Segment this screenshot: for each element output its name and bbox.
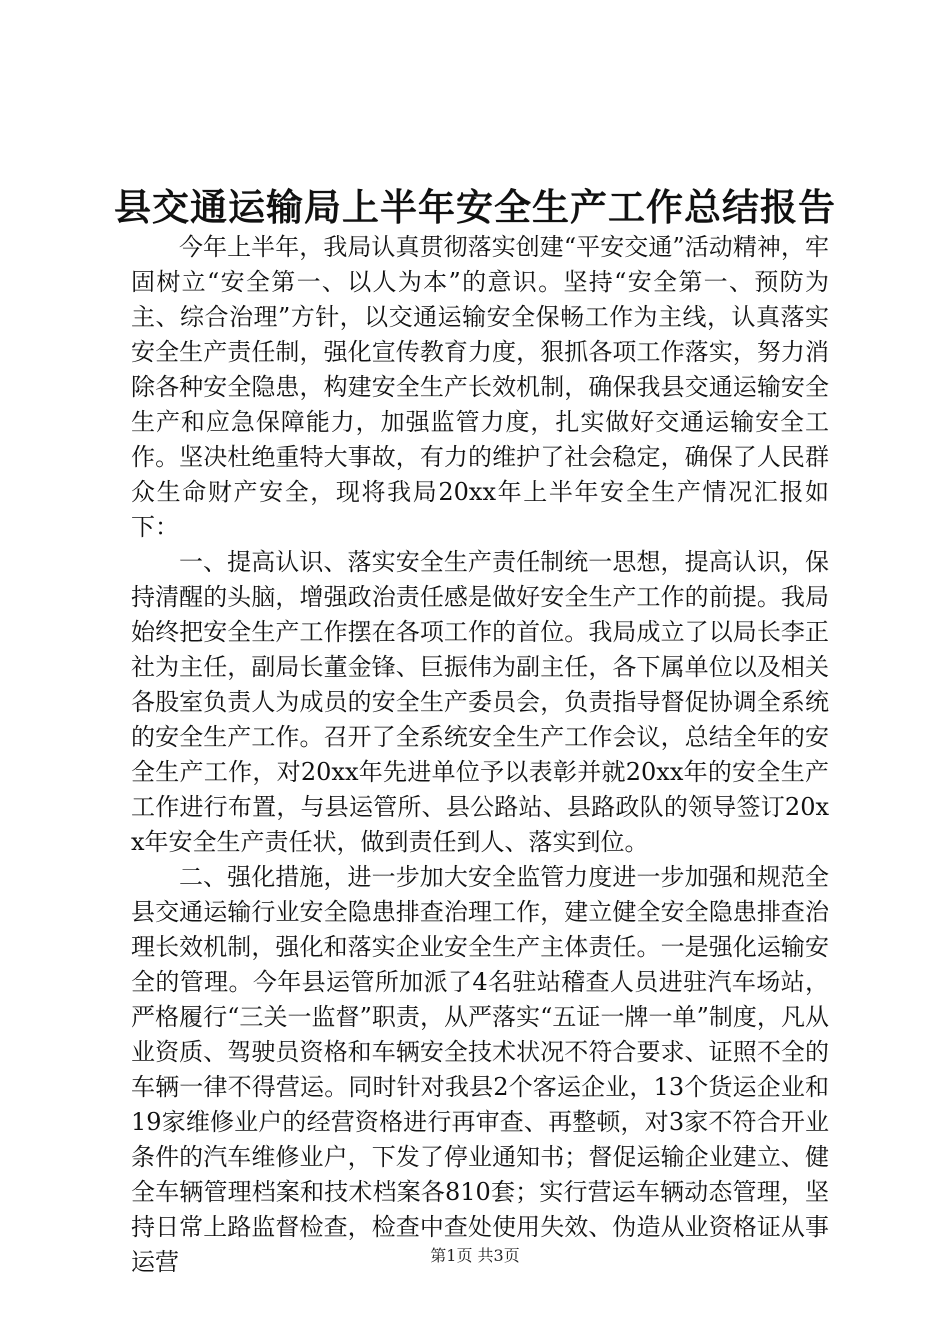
paragraph-intro: 今年上半年，我局认真贯彻落实创建“平安交通”活动精神，牢固树立“安全第一、以人为本”的意识。坚持“安全第一、预防为主、综合治理”方针，以交通运输安全保畅工作为主线，认真落实安全生产责任制，强化宣传教育力度，狠抓各项工作落实，努力消除各种安全隐患，构建安全生产长效机制，确保我县交通运输安全生产和应急保障能力，加强监管力度，扎实做好交通运输安全工作。坚决杜绝重特大事故，有力的维护了社会稳定，确保了人民群众生命财产安全，现将我局20xx年上半年安全生产情况汇报如下： [131,233,829,541]
document-title: 县交通运输局上半年安全生产工作总结报告 [114,185,836,229]
document-body [131,230,829,1280]
paragraph-section-1: 一、提高认识、落实安全生产责任制统一思想，提高认识，保持清醒的头脑，增强政治责任感是做好安全生产工作的前提。我局始终把安全生产工作摆在各项工作的首位。我局成立了以局长李正社为主任，副局长董金锋、巨振伟为副主任，各下属单位以及相关各股室负责人为成员的安全生产委员会，负责指导督促协调全系统的安全生产工作。召开了全系统安全生产工作会议，总结全年的安全生产工作，对20xx年先进单位予以表彰并就20xx年的安全生产工作进行布置，与县运管所、县公路站、县路政队的领导签订20xx年安全生产责任状，做到责任到人、落实到位。 [131,548,829,856]
paragraph-section-2: 二、强化措施，进一步加大安全监管力度进一步加强和规范全县交通运输行业安全隐患排查治理工作，建立健全安全隐患排查治理长效机制，强化和落实企业安全生产主体责任。一是强化运输安全的管理。今年县运管所加派了4名驻站稽查人员进驻汽车场站，严格履行“三关一监督”职责，从严落实“五证一牌一单”制度，凡从业资质、驾驶员资格和车辆安全技术状况不符合要求、证照不全的车辆一律不得营运。同时针对我县2个客运企业，13个货运企业和19家维修业户的经营资格进行再审查、再整顿，对3家不符合开业条件的汽车维修业户，下发了停业通知书；督促运输企业建立、健全车辆管理档案和技术档案各810套；实行营运车辆动态管理，坚持日常上路监督检查，检查中查处使用失效、伪造从业资格证从事运营 [131,863,829,1276]
page-number-footer: 第1页 共3页 [430,1246,520,1265]
